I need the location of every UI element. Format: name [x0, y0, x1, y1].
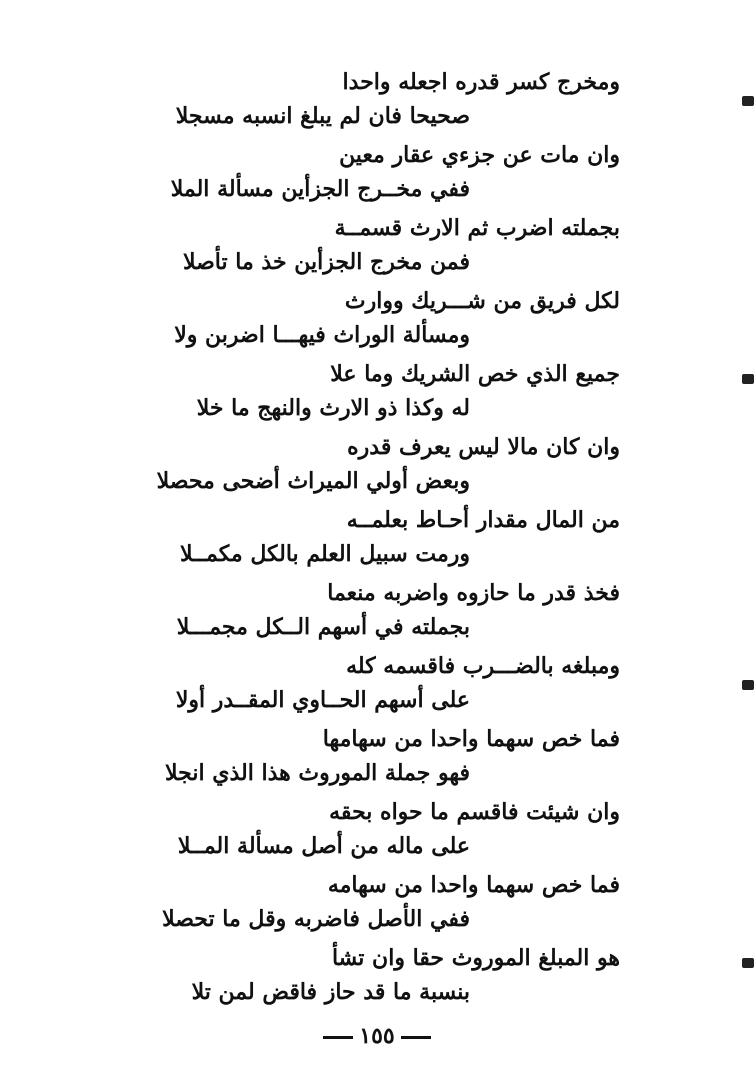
- verse-second-hemistich: صحيحا فان لم يبلغ انسبه مسجلا: [175, 103, 470, 129]
- binding-mark: [742, 96, 754, 106]
- verse-first-hemistich: وان شيئت فاقسم ما حواه بحقه: [329, 799, 620, 825]
- verse-first-hemistich: وان مات عن جزءي عقار معين: [339, 142, 620, 168]
- verse-first-hemistich: فما خص سهما واحدا من سهامه: [327, 872, 620, 898]
- verse: [110, 141, 620, 214]
- page-number-text: ١٥٥: [359, 1023, 395, 1049]
- verse-second-hemistich: فهو جملة الموروث هذا الذي انجلا: [165, 760, 470, 786]
- verse-first-hemistich: فخذ قدر ما حازوه واضربه منعما: [327, 580, 620, 606]
- verse: [110, 652, 620, 725]
- binding-mark: [742, 958, 754, 968]
- verse-first-hemistich: جميع الذي خص الشريك وما علا: [330, 361, 620, 387]
- verse: [110, 68, 620, 141]
- page-number: [0, 1022, 754, 1050]
- binding-mark: [742, 374, 754, 384]
- verse: [110, 214, 620, 287]
- binding-mark: [742, 680, 754, 690]
- verse-second-hemistich: فمن مخرج الجزأين خذ ما تأصلا: [182, 249, 470, 275]
- verse-second-hemistich: له وكذا ذو الارث والنهج ما خلا: [196, 395, 470, 421]
- verse-first-hemistich: ومخرج كسر قدره اجعله واحدا: [342, 69, 620, 95]
- verse-second-hemistich: وبعض أولي الميراث أضحى محصلا: [156, 468, 470, 494]
- page-number-dash-right: [323, 1036, 353, 1039]
- verse: [110, 798, 620, 871]
- poem-body: [110, 68, 620, 1017]
- verse-first-hemistich: لكل فريق من شـــريك ووارث: [344, 288, 620, 314]
- verse-first-hemistich: هو المبلغ الموروث حقا وان تشأ: [331, 945, 620, 971]
- verse-second-hemistich: على أسهم الحــاوي المقــدر أولا: [175, 687, 470, 713]
- verse-second-hemistich: ففي مخــرج الجزأين مسألة الملا: [170, 176, 470, 202]
- verse: [110, 579, 620, 652]
- verse-first-hemistich: وان كان مالا ليس يعرف قدره: [347, 434, 620, 460]
- verse-second-hemistich: ومسألة الوراث فيهـــا اضربن ولا: [174, 322, 470, 348]
- page-number-dash-left: [401, 1036, 431, 1039]
- verse-first-hemistich: ومبلغه بالضـــرب فاقسمه كله: [346, 653, 620, 679]
- verse-second-hemistich: ورمت سبيل العلم بالكل مكمــلا: [179, 541, 470, 567]
- verse-second-hemistich: على ماله من أصل مسألة المــلا: [177, 833, 470, 859]
- verse-first-hemistich: بجملته اضرب ثم الارث قسمــة: [334, 215, 620, 241]
- verse-second-hemistich: بجملته في أسهم الــكل مجمـــلا: [176, 614, 470, 640]
- verse-first-hemistich: من المال مقدار أحـاط بعلمــه: [346, 507, 620, 533]
- verse: [110, 433, 620, 506]
- verse-first-hemistich: فما خص سهما واحدا من سهامها: [322, 726, 620, 752]
- verse: [110, 506, 620, 579]
- verse: [110, 944, 620, 1017]
- verse: [110, 360, 620, 433]
- verse-second-hemistich: ففي الأصل فاضربه وقل ما تحصلا: [162, 906, 470, 932]
- verse: [110, 871, 620, 944]
- verse: [110, 287, 620, 360]
- verse: [110, 725, 620, 798]
- verse-second-hemistich: بنسبة ما قد حاز فاقض لمن تلا: [191, 979, 470, 1005]
